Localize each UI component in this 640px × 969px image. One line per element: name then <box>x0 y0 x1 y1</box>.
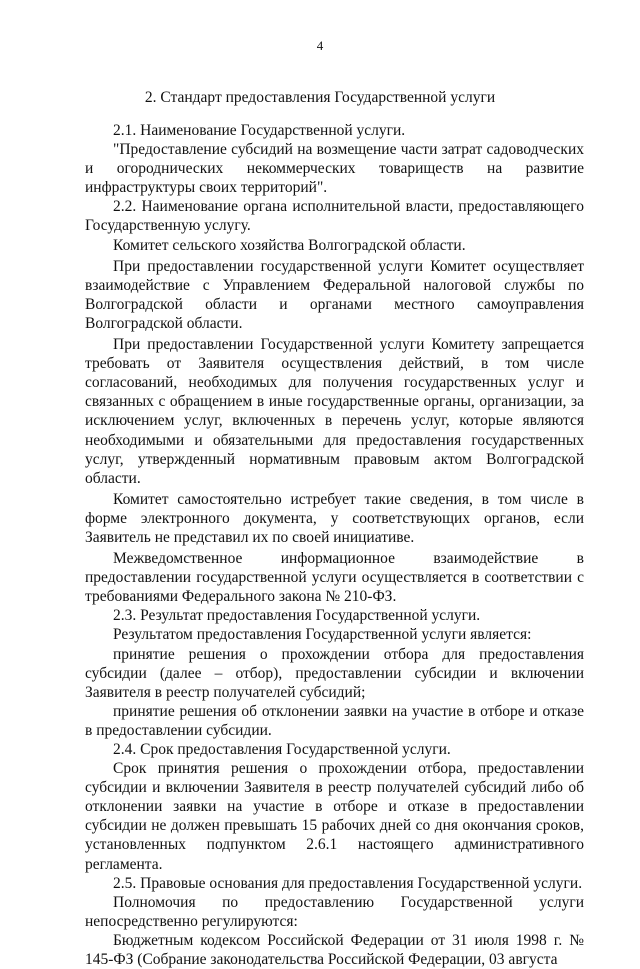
paragraph-result-intro: Результатом предоставления Государственной услуги является: <box>113 626 532 644</box>
paragraph-committee: Комитет сельского хозяйства Волгоградской области. <box>113 236 466 254</box>
paragraph-2-3-heading: 2.3. Результат предоставления Государственной услуги. <box>113 607 481 625</box>
paragraph-result-rejection: принятие решения об отклонении заявки на участие в отборе и отказе в предоставлении субсидии. <box>85 702 584 739</box>
section-title: 2. Стандарт предоставления Государственной услуги <box>144 89 496 106</box>
paragraph-2-1-heading: 2.1. Наименование Государственной услуги. <box>113 122 406 139</box>
paragraph-powers: Полномочия по предоставлению Государственной услуги непосредственно регулируются: <box>85 893 584 930</box>
paragraph-2-5-heading: 2.5. Правовые основания для предоставления Государственной услуги. <box>113 874 583 892</box>
paragraph-interaction: При предоставлении государственной услуги Комитет осуществляет взаимодействие с Управлением Федеральной налоговой службы по Волгоградской области и органами местного самоуправления Волгоградской области. <box>85 257 584 332</box>
paragraph-result-selection: принятие решения о прохождении отбора для предоставления субсидии (далее – отбор), предоставлении субсидии и включении Заявителя в реестр получателей субсидий; <box>85 645 584 701</box>
paragraph-prohibition: При предоставлении Государственной услуги Комитету запрещается требовать от Заявителя осуществления действий, в том числе согласований, необходимых для получения государственных услуг и связанных с обращением в иные государственные органы, организации, за исключением услуг, включенных в перечень услуг, которые являются необходимыми и обязательными для предоставления государственных услуг, утвержденный нормативным правовым актом Волгоградской области. <box>85 336 584 487</box>
paragraph-2-2-heading: 2.2. Наименование органа исполнительной власти, предоставляющего Государственную услугу. <box>85 198 584 235</box>
paragraph-service-name: "Предоставление субсидий на возмещение части затрат садоводческих и огороднических некоммерческих товариществ на развитие инфраструктуры своих территорий". <box>85 141 584 197</box>
page-number: 4 <box>316 38 324 53</box>
paragraph-self-request: Комитет самостоятельно истребует такие сведения, в том числе в форме электронного документа, у соответствующих органов, если Заявитель не представил их по своей инициативе. <box>85 490 584 546</box>
body-text <box>85 121 584 969</box>
paragraph-2-4-heading: 2.4. Срок предоставления Государственной услуги. <box>113 741 451 758</box>
paragraph-interagency: Межведомственное информационное взаимодействие в предоставлении государственной услуги осуществляется в соответствии с требованиями Федерального закона № 210-ФЗ. <box>85 550 584 606</box>
paragraph-budget-code: Бюджетным кодексом Российской Федерации от 31 июля 1998 г. № 145-ФЗ (Собрание законодательства Российской Федерации, 03 августа <box>85 931 584 969</box>
paragraph-term: Срок принятия решения о прохождении отбора, предоставлении субсидии и включении Заявителя в реестр получателей субсидий либо об отклонении заявки на участие в отборе и отказе в предоставлении субсидии не должен превышать 15 рабочих дней со дня окончания сроков, установленных подпунктом 2.6.1 настоящего административного регламента. <box>85 760 584 873</box>
